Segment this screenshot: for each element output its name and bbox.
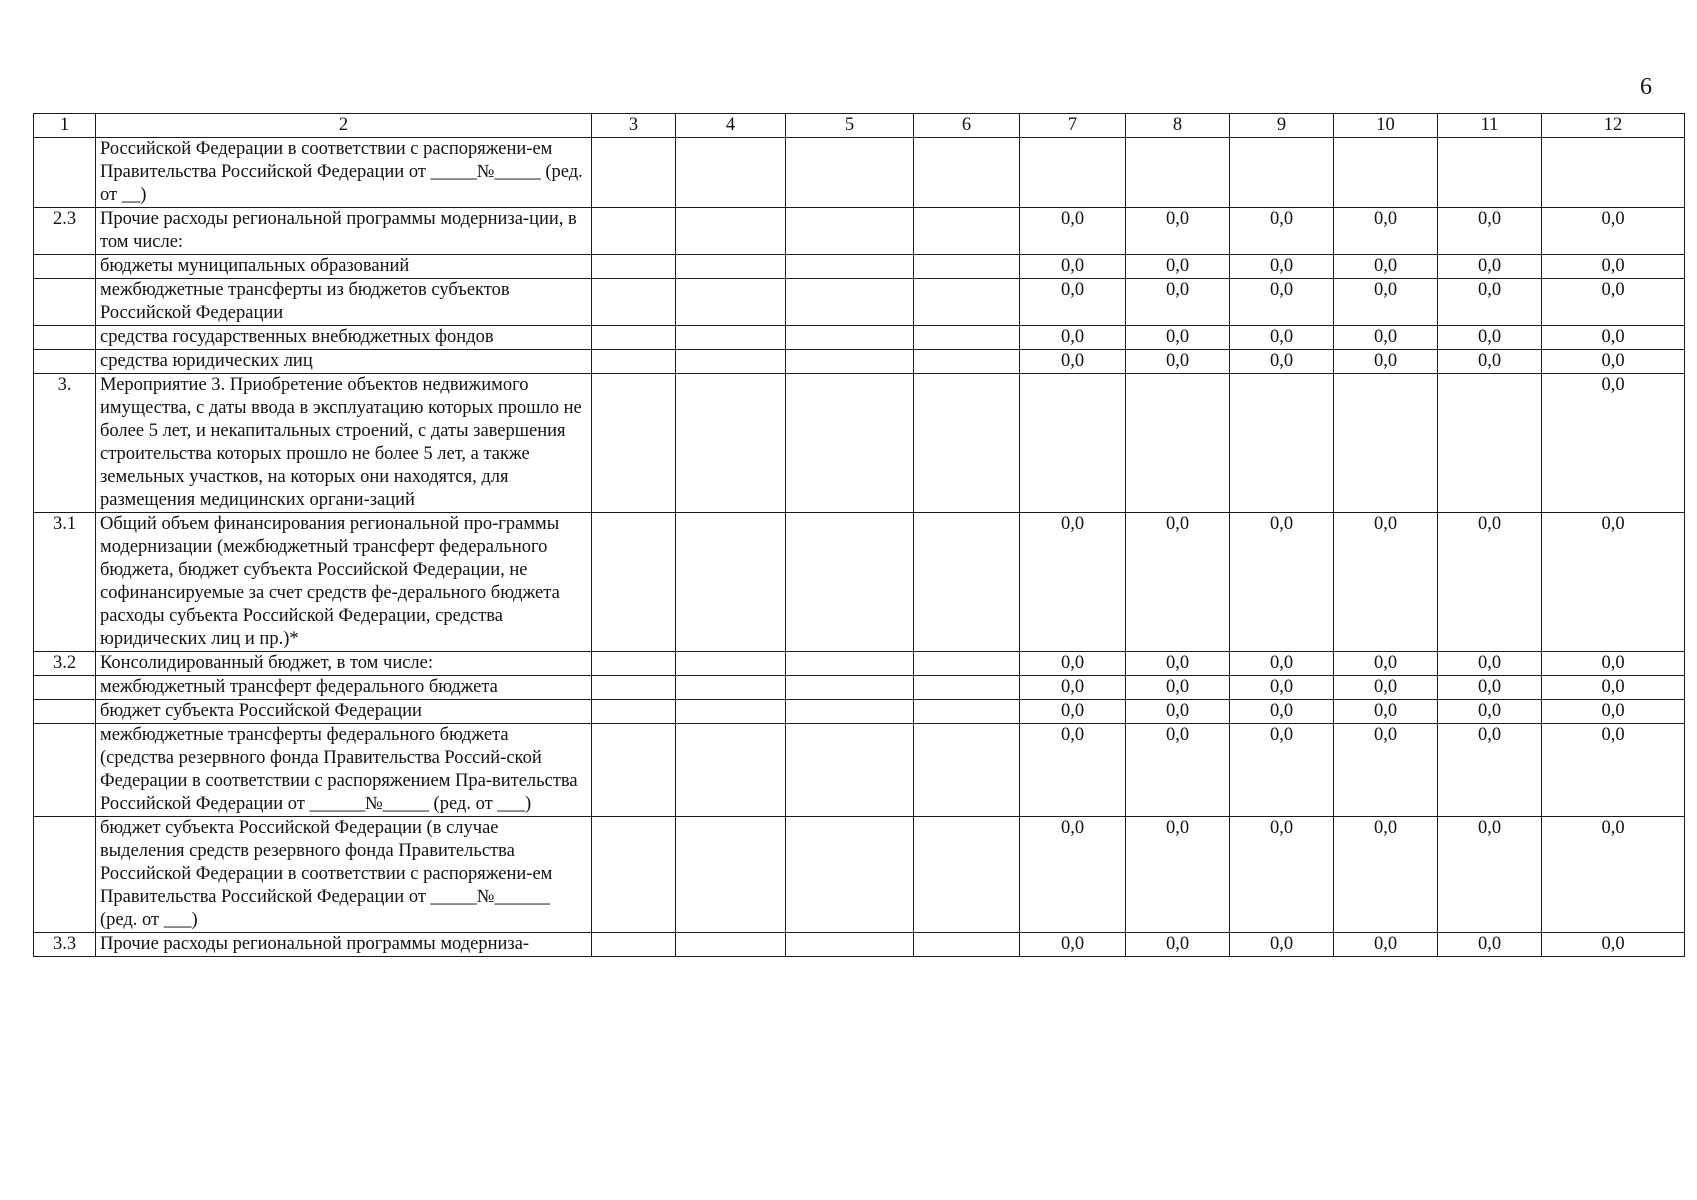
row-description: бюджет субъекта Российской Федерации [96, 700, 592, 724]
column-number-6: 6 [914, 114, 1020, 138]
value-cell-col-10: 0,0 [1334, 350, 1438, 374]
row-description: Российской Федерации в соответствии с распоряжени-ем Правительства Российской Федерации от _____№_____ (ред. от __) [96, 138, 592, 208]
value-cell-col-5 [786, 817, 914, 933]
table-body [34, 114, 1685, 957]
row-number [34, 350, 96, 374]
value-cell-col-8: 0,0 [1126, 279, 1230, 326]
column-number-8: 8 [1126, 114, 1230, 138]
value-cell-col-4 [676, 350, 786, 374]
row-number [34, 676, 96, 700]
value-cell-col-11: 0,0 [1438, 933, 1542, 957]
value-cell-col-12 [1542, 138, 1685, 208]
row-number: 2.3 [34, 208, 96, 255]
value-cell-col-5 [786, 208, 914, 255]
value-cell-col-5 [786, 676, 914, 700]
value-cell-col-3 [592, 255, 676, 279]
value-cell-col-7: 0,0 [1020, 817, 1126, 933]
table-row [34, 513, 1685, 652]
value-cell-col-7 [1020, 374, 1126, 513]
value-cell-col-5 [786, 700, 914, 724]
value-cell-col-11: 0,0 [1438, 676, 1542, 700]
value-cell-col-12: 0,0 [1542, 208, 1685, 255]
value-cell-col-3 [592, 138, 676, 208]
value-cell-col-6 [914, 326, 1020, 350]
value-cell-col-7: 0,0 [1020, 652, 1126, 676]
value-cell-col-5 [786, 374, 914, 513]
value-cell-col-12: 0,0 [1542, 933, 1685, 957]
table-row [34, 933, 1685, 957]
column-number-9: 9 [1230, 114, 1334, 138]
value-cell-col-8: 0,0 [1126, 350, 1230, 374]
value-cell-col-3 [592, 817, 676, 933]
value-cell-col-6 [914, 255, 1020, 279]
row-description: Прочие расходы региональной программы модерниза-ции, в том числе: [96, 208, 592, 255]
value-cell-col-11: 0,0 [1438, 350, 1542, 374]
value-cell-col-10 [1334, 138, 1438, 208]
value-cell-col-9: 0,0 [1230, 513, 1334, 652]
value-cell-col-6 [914, 279, 1020, 326]
value-cell-col-10: 0,0 [1334, 676, 1438, 700]
value-cell-col-5 [786, 326, 914, 350]
value-cell-col-10: 0,0 [1334, 652, 1438, 676]
value-cell-col-5 [786, 138, 914, 208]
value-cell-col-8: 0,0 [1126, 513, 1230, 652]
value-cell-col-4 [676, 138, 786, 208]
value-cell-col-3 [592, 933, 676, 957]
value-cell-col-8: 0,0 [1126, 817, 1230, 933]
value-cell-col-12: 0,0 [1542, 350, 1685, 374]
financing-table [33, 113, 1685, 957]
value-cell-col-3 [592, 279, 676, 326]
value-cell-col-6 [914, 933, 1020, 957]
value-cell-col-11 [1438, 374, 1542, 513]
table-row [34, 350, 1685, 374]
table-row [34, 652, 1685, 676]
value-cell-col-11: 0,0 [1438, 817, 1542, 933]
table-row [34, 676, 1685, 700]
value-cell-col-12: 0,0 [1542, 326, 1685, 350]
row-number [34, 817, 96, 933]
value-cell-col-12: 0,0 [1542, 676, 1685, 700]
value-cell-col-9: 0,0 [1230, 279, 1334, 326]
table-row [34, 700, 1685, 724]
value-cell-col-4 [676, 817, 786, 933]
table-row [34, 374, 1685, 513]
value-cell-col-3 [592, 326, 676, 350]
value-cell-col-7: 0,0 [1020, 326, 1126, 350]
value-cell-col-4 [676, 255, 786, 279]
value-cell-col-11: 0,0 [1438, 279, 1542, 326]
value-cell-col-6 [914, 513, 1020, 652]
row-number: 3.3 [34, 933, 96, 957]
value-cell-col-10: 0,0 [1334, 326, 1438, 350]
value-cell-col-9: 0,0 [1230, 933, 1334, 957]
column-number-11: 11 [1438, 114, 1542, 138]
value-cell-col-6 [914, 676, 1020, 700]
row-description: Консолидированный бюджет, в том числе: [96, 652, 592, 676]
value-cell-col-11: 0,0 [1438, 326, 1542, 350]
table-row [34, 255, 1685, 279]
value-cell-col-10: 0,0 [1334, 933, 1438, 957]
value-cell-col-4 [676, 676, 786, 700]
value-cell-col-10: 0,0 [1334, 208, 1438, 255]
value-cell-col-4 [676, 279, 786, 326]
value-cell-col-9: 0,0 [1230, 350, 1334, 374]
value-cell-col-5 [786, 724, 914, 817]
value-cell-col-5 [786, 513, 914, 652]
column-number-3: 3 [592, 114, 676, 138]
value-cell-col-6 [914, 817, 1020, 933]
row-description: Прочие расходы региональной программы модерниза- [96, 933, 592, 957]
value-cell-col-4 [676, 700, 786, 724]
value-cell-col-6 [914, 724, 1020, 817]
value-cell-col-9: 0,0 [1230, 652, 1334, 676]
value-cell-col-12: 0,0 [1542, 817, 1685, 933]
value-cell-col-8: 0,0 [1126, 326, 1230, 350]
value-cell-col-9: 0,0 [1230, 676, 1334, 700]
row-number [34, 138, 96, 208]
value-cell-col-6 [914, 374, 1020, 513]
row-description: бюджеты муниципальных образований [96, 255, 592, 279]
value-cell-col-5 [786, 933, 914, 957]
table-row [34, 724, 1685, 817]
value-cell-col-9: 0,0 [1230, 817, 1334, 933]
value-cell-col-9 [1230, 374, 1334, 513]
table-row [34, 138, 1685, 208]
value-cell-col-4 [676, 326, 786, 350]
row-description: средства государственных внебюджетных фондов [96, 326, 592, 350]
row-description: Мероприятие 3. Приобретение объектов недвижимого имущества, с даты ввода в эксплуатацию которых прошло не более 5 лет, и некапитальных строений, с даты завершения строительства которых прошло не более 5 лет, а также земельных участков, на которых они находятся, для размещения медицинских органи-заций [96, 374, 592, 513]
value-cell-col-7: 0,0 [1020, 676, 1126, 700]
value-cell-col-7: 0,0 [1020, 279, 1126, 326]
value-cell-col-8: 0,0 [1126, 724, 1230, 817]
value-cell-col-10: 0,0 [1334, 513, 1438, 652]
row-number [34, 326, 96, 350]
page-number: 6 [1640, 74, 1652, 100]
value-cell-col-9: 0,0 [1230, 700, 1334, 724]
row-description: средства юридических лиц [96, 350, 592, 374]
value-cell-col-5 [786, 279, 914, 326]
column-number-10: 10 [1334, 114, 1438, 138]
value-cell-col-12: 0,0 [1542, 374, 1685, 513]
row-number [34, 724, 96, 817]
row-number [34, 255, 96, 279]
value-cell-col-8 [1126, 138, 1230, 208]
value-cell-col-3 [592, 652, 676, 676]
value-cell-col-9: 0,0 [1230, 208, 1334, 255]
column-number-4: 4 [676, 114, 786, 138]
value-cell-col-11 [1438, 138, 1542, 208]
value-cell-col-11: 0,0 [1438, 652, 1542, 676]
value-cell-col-4 [676, 208, 786, 255]
value-cell-col-4 [676, 374, 786, 513]
value-cell-col-4 [676, 513, 786, 652]
value-cell-col-3 [592, 676, 676, 700]
row-description: межбюджетные трансферты из бюджетов субъектов Российской Федерации [96, 279, 592, 326]
row-description: межбюджетные трансферты федерального бюджета (средства резервного фонда Правительства Россий-ской Федерации в соответствии с распоряжением Пра-вительства Российской Федерации от ______№_____ (ред. от ___) [96, 724, 592, 817]
value-cell-col-8: 0,0 [1126, 933, 1230, 957]
value-cell-col-11: 0,0 [1438, 208, 1542, 255]
value-cell-col-4 [676, 652, 786, 676]
row-description: Общий объем финансирования региональной про-граммы модернизации (межбюджетный трансферт федерального бюджета, бюджет субъекта Российской Федерации, не софинансируемые за счет средств фе-дерального бюджета расходы субъекта Российской Федерации, средства юридических лиц и пр.)* [96, 513, 592, 652]
value-cell-col-7 [1020, 138, 1126, 208]
value-cell-col-7: 0,0 [1020, 933, 1126, 957]
table-row [34, 326, 1685, 350]
value-cell-col-12: 0,0 [1542, 652, 1685, 676]
value-cell-col-7: 0,0 [1020, 724, 1126, 817]
value-cell-col-10: 0,0 [1334, 279, 1438, 326]
value-cell-col-10 [1334, 374, 1438, 513]
value-cell-col-12: 0,0 [1542, 513, 1685, 652]
table-row [34, 817, 1685, 933]
value-cell-col-3 [592, 350, 676, 374]
value-cell-col-11: 0,0 [1438, 255, 1542, 279]
value-cell-col-9: 0,0 [1230, 724, 1334, 817]
value-cell-col-7: 0,0 [1020, 255, 1126, 279]
value-cell-col-11: 0,0 [1438, 700, 1542, 724]
value-cell-col-3 [592, 513, 676, 652]
value-cell-col-5 [786, 350, 914, 374]
row-description: межбюджетный трансферт федерального бюджета [96, 676, 592, 700]
value-cell-col-12: 0,0 [1542, 279, 1685, 326]
value-cell-col-10: 0,0 [1334, 255, 1438, 279]
column-number-7: 7 [1020, 114, 1126, 138]
value-cell-col-5 [786, 255, 914, 279]
row-number: 3. [34, 374, 96, 513]
value-cell-col-11: 0,0 [1438, 724, 1542, 817]
value-cell-col-6 [914, 350, 1020, 374]
value-cell-col-6 [914, 138, 1020, 208]
value-cell-col-12: 0,0 [1542, 700, 1685, 724]
column-number-12: 12 [1542, 114, 1685, 138]
value-cell-col-6 [914, 652, 1020, 676]
value-cell-col-7: 0,0 [1020, 350, 1126, 374]
value-cell-col-4 [676, 933, 786, 957]
value-cell-col-9: 0,0 [1230, 326, 1334, 350]
value-cell-col-8 [1126, 374, 1230, 513]
row-description: бюджет субъекта Российской Федерации (в случае выделения средств резервного фонда Правительства Российской Федерации в соответствии с распоряжени-ем Правительства Российской Федерации от _____№______ (ред. от ___) [96, 817, 592, 933]
value-cell-col-3 [592, 374, 676, 513]
column-number-row [34, 114, 1685, 138]
value-cell-col-8: 0,0 [1126, 700, 1230, 724]
value-cell-col-12: 0,0 [1542, 255, 1685, 279]
value-cell-col-8: 0,0 [1126, 676, 1230, 700]
value-cell-col-5 [786, 652, 914, 676]
value-cell-col-3 [592, 724, 676, 817]
value-cell-col-6 [914, 208, 1020, 255]
value-cell-col-10: 0,0 [1334, 817, 1438, 933]
value-cell-col-12: 0,0 [1542, 724, 1685, 817]
value-cell-col-8: 0,0 [1126, 208, 1230, 255]
value-cell-col-9: 0,0 [1230, 255, 1334, 279]
table-row [34, 208, 1685, 255]
table-row [34, 279, 1685, 326]
row-number [34, 279, 96, 326]
value-cell-col-9 [1230, 138, 1334, 208]
row-number [34, 700, 96, 724]
column-number-1: 1 [34, 114, 96, 138]
value-cell-col-10: 0,0 [1334, 700, 1438, 724]
row-number: 3.2 [34, 652, 96, 676]
value-cell-col-4 [676, 724, 786, 817]
value-cell-col-8: 0,0 [1126, 255, 1230, 279]
value-cell-col-11: 0,0 [1438, 513, 1542, 652]
value-cell-col-7: 0,0 [1020, 513, 1126, 652]
value-cell-col-7: 0,0 [1020, 208, 1126, 255]
value-cell-col-3 [592, 700, 676, 724]
value-cell-col-3 [592, 208, 676, 255]
value-cell-col-6 [914, 700, 1020, 724]
row-number: 3.1 [34, 513, 96, 652]
value-cell-col-8: 0,0 [1126, 652, 1230, 676]
value-cell-col-7: 0,0 [1020, 700, 1126, 724]
column-number-5: 5 [786, 114, 914, 138]
column-number-2: 2 [96, 114, 592, 138]
value-cell-col-10: 0,0 [1334, 724, 1438, 817]
